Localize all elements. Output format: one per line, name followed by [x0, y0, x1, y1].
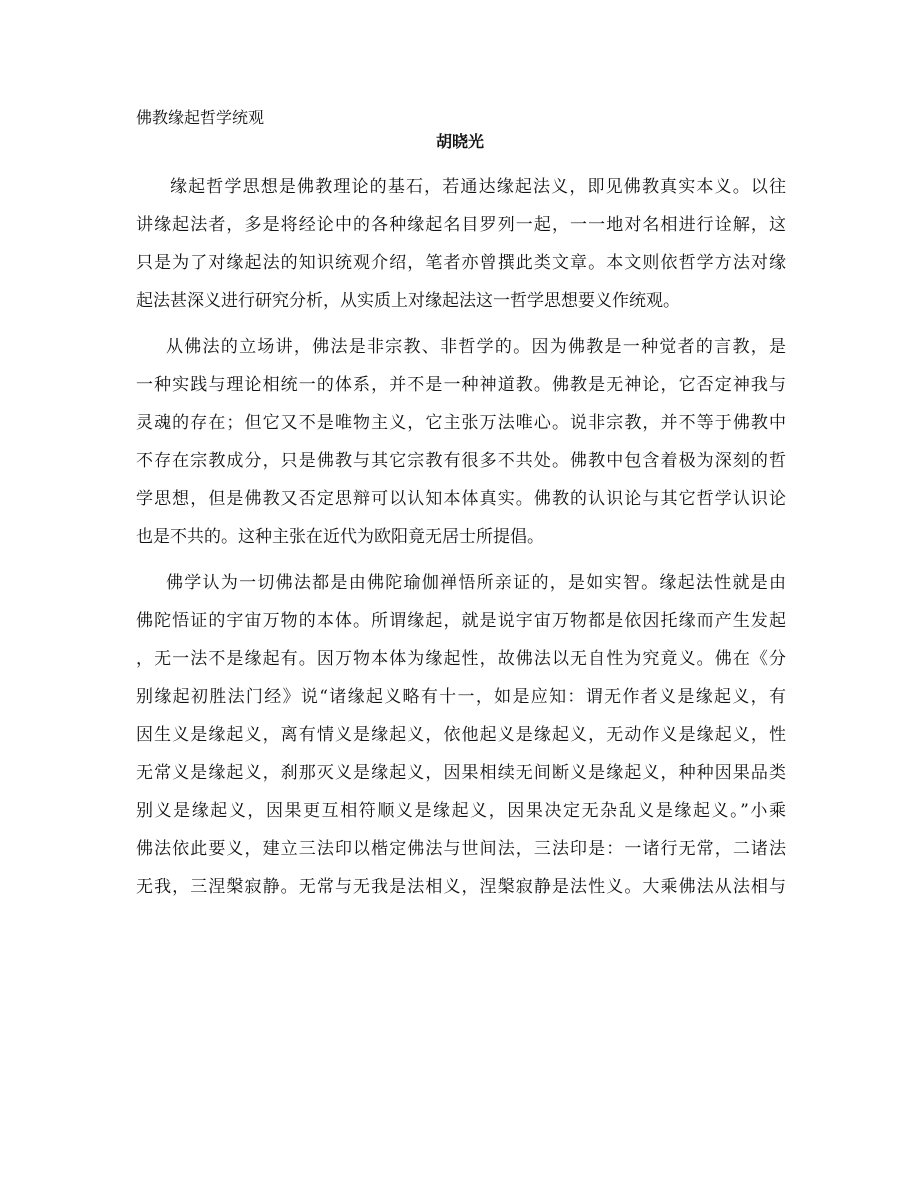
text-line: 起法甚深义进行研究分析，从实质上对缘起法这一哲学思想要义作统观。	[136, 291, 680, 311]
text-line: 不存在宗教成分，只是佛教与其它宗教有很多不共处。佛教中包含着极为深刻的哲	[136, 451, 786, 471]
paragraph	[136, 334, 786, 562]
text-line: 缘起哲学思想是佛教理论的基石，若通达缘起法义，即见佛教真实本义。以往	[170, 177, 786, 197]
text-line: 佛陀悟证的宇宙万物的本体。所谓缘起，就是说宇宙万物都是依因托缘而产生发起	[136, 611, 786, 631]
paragraph	[136, 174, 786, 326]
text-line: 无常义是缘起义，刹那灭义是缘起义，因果相续无间断义是缘起义，种种因果品类	[136, 763, 786, 783]
text-line: 别义是缘起义，因果更互相符顺义是缘起义，因果决定无杂乱义是缘起义。”小乘	[136, 801, 786, 821]
text-line: 无我，三涅槃寂静。无常与无我是法相义，涅槃寂静是法性义。大乘佛法从法相与	[136, 877, 786, 897]
text-line: 佛学认为一切佛法都是由佛陀瑜伽禅悟所亲证的，是如实智。缘起法性就是由	[166, 573, 786, 593]
text-line: 从佛法的立场讲，佛法是非宗教、非哲学的。因为佛教是一种觉者的言教，是	[166, 337, 786, 357]
text-line: 灵魂的存在；但它又不是唯物主义，它主张万法唯心。说非宗教，并不等于佛教中	[136, 413, 786, 433]
text-line: 别缘起初胜法门经》说“诸缘起义略有十一，如是应知：谓无作者义是缘起义，有	[136, 687, 786, 707]
text-line: 因生义是缘起义，离有情义是缘起义，依他起义是缘起义，无动作义是缘起义，性	[136, 725, 786, 745]
text-line: 佛法依此要义，建立三法印以楷定佛法与世间法，三法印是：一诸行无常，二诸法	[136, 839, 786, 859]
text-line: 一种实践与理论相统一的体系，并不是一种神道教。佛教是无神论，它否定神我与	[136, 375, 786, 395]
text-line: ，无一法不是缘起有。因万物本体为缘起性，故佛法以无自性为究竟义。佛在《分	[136, 649, 786, 669]
document-title: 佛教缘起哲学统观	[136, 108, 265, 127]
text-line: 讲缘起法者，多是将经论中的各种缘起名目罗列一起，一一地对名相进行诠解，这	[136, 215, 786, 235]
author-name: 胡晓光	[435, 132, 484, 151]
text-line: 只是为了对缘起法的知识统观介绍，笔者亦曾撰此类文章。本文则依哲学方法对缘	[136, 253, 786, 273]
paragraph	[136, 570, 786, 912]
text-line: 学思想，但是佛教又否定思辩可以认知本体真实。佛教的认识论与其它哲学认识论	[136, 489, 786, 509]
text-line: 也是不共的。这种主张在近代为欧阳竟无居士所提倡。	[136, 527, 544, 547]
document-body	[136, 174, 786, 912]
